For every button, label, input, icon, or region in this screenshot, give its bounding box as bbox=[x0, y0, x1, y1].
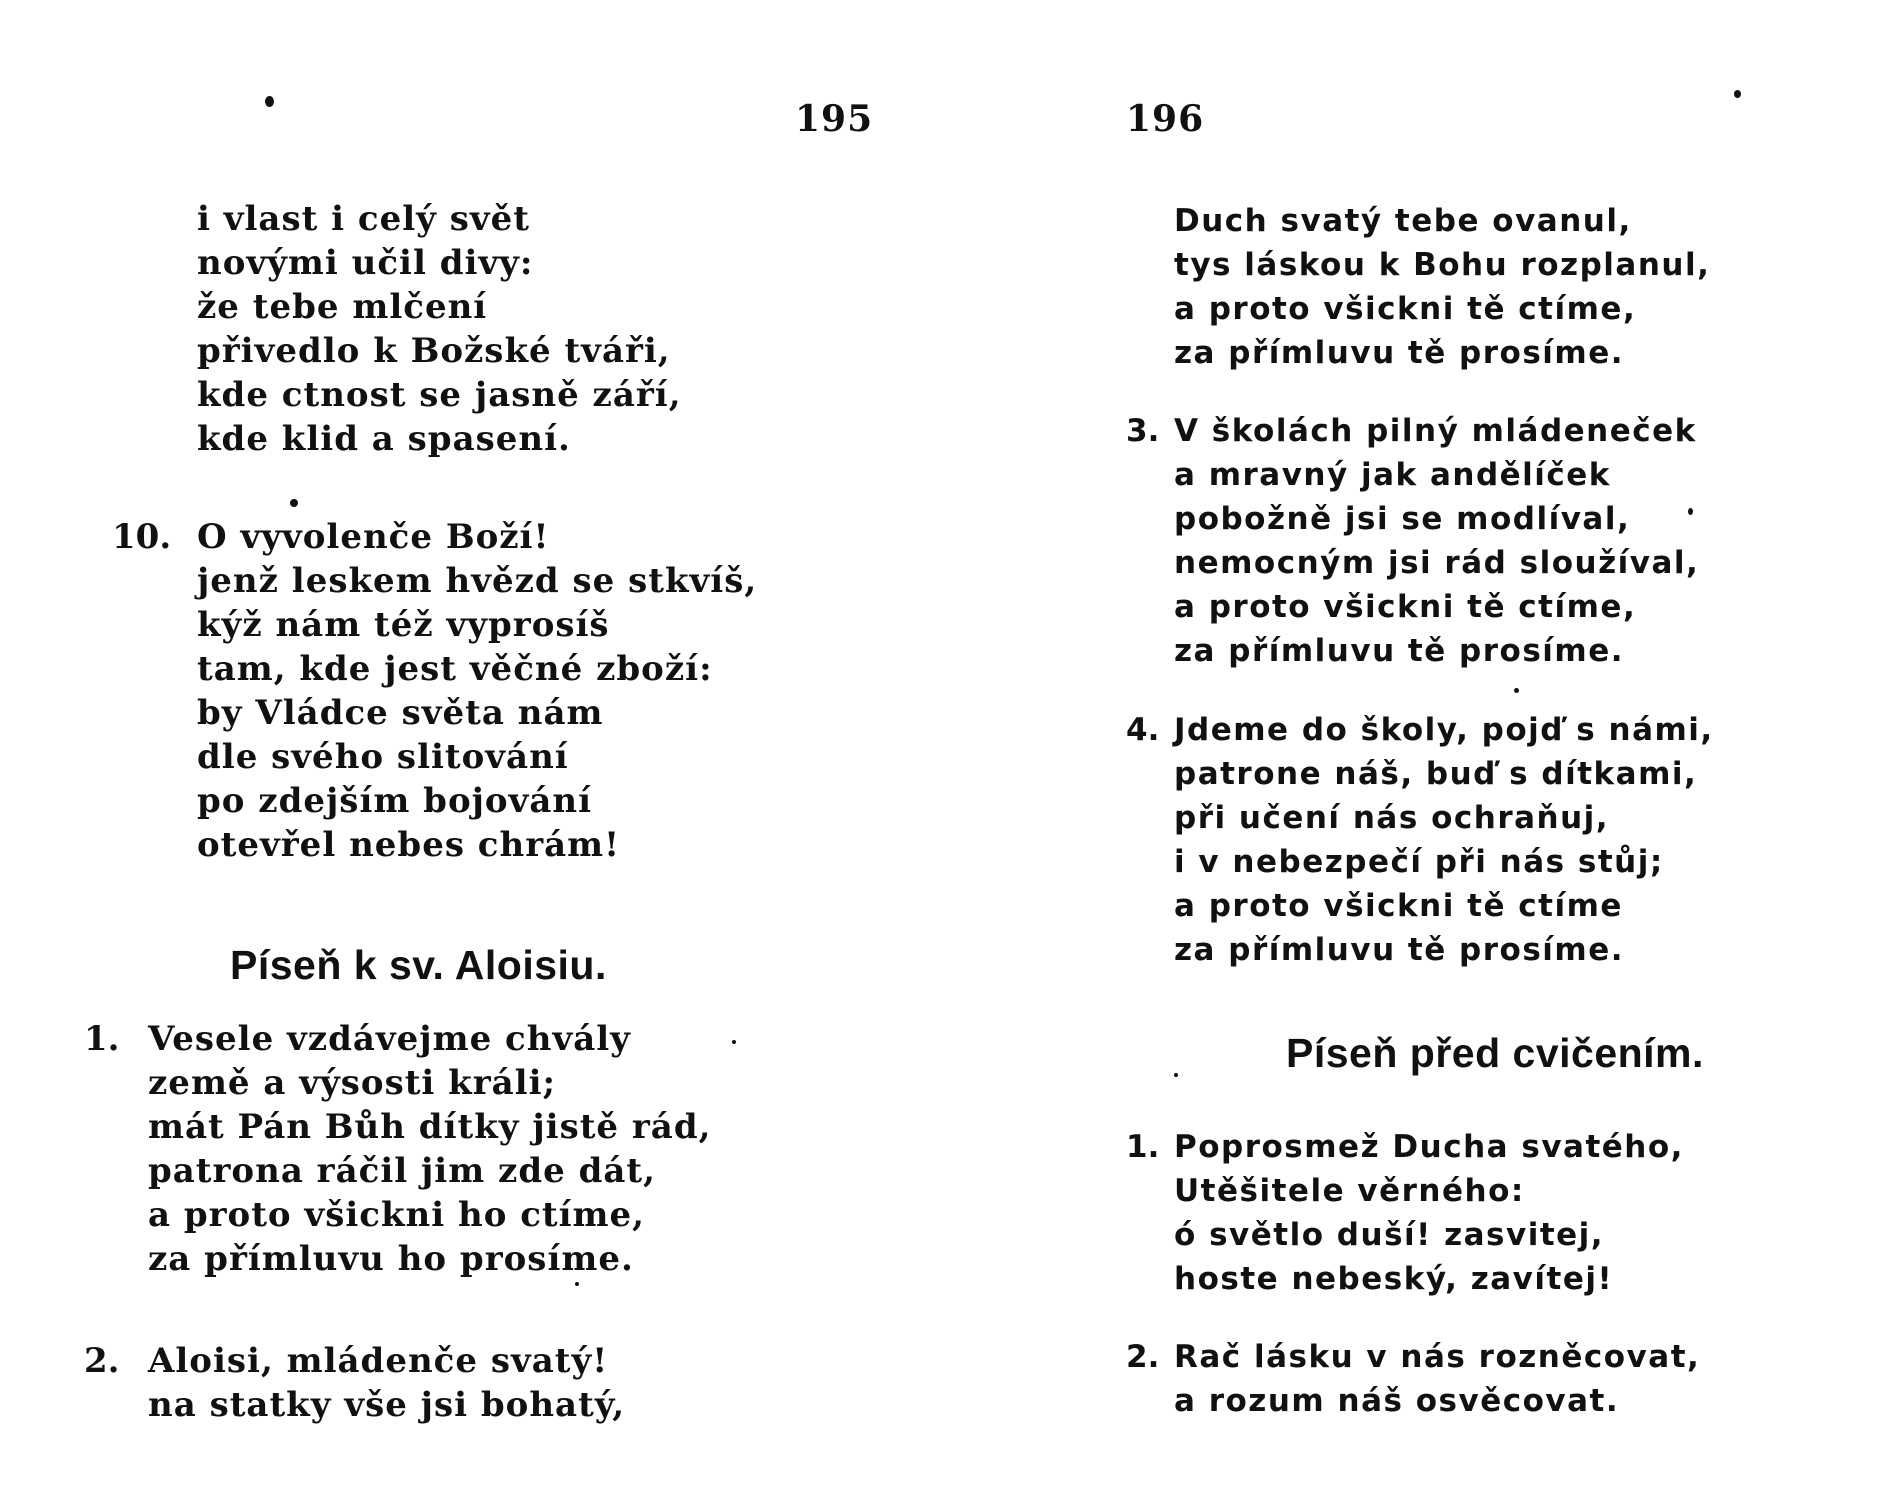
verse-line: Utěšitele věrného: bbox=[1174, 1173, 1525, 1209]
verse-line: Poprosmež Ducha svatého, bbox=[1174, 1129, 1684, 1165]
verse-line: že tebe mlčení bbox=[197, 287, 488, 327]
ink-speck bbox=[732, 1040, 736, 1044]
verse-line: a mravný jak andělíček bbox=[1174, 457, 1611, 493]
song-heading: Píseň k sv. Aloisiu. bbox=[230, 942, 607, 988]
intro-stanza bbox=[1174, 199, 1710, 375]
verse-line: patrone náš, buď s dítkami, bbox=[1174, 756, 1698, 792]
intro-stanza bbox=[197, 197, 682, 461]
verse-line: Jdeme do školy, pojď s námi, bbox=[1174, 712, 1714, 748]
ink-speck bbox=[1734, 90, 1741, 98]
verse-line: a rozum náš osvěcovat. bbox=[1174, 1383, 1620, 1419]
verse-line: Aloisi, mládenče svatý! bbox=[148, 1341, 609, 1381]
verse-line: Rač lásku v nás rozněcovat, bbox=[1174, 1339, 1701, 1375]
verse-line: dle svého slitování bbox=[197, 737, 569, 777]
verse-line: ó světlo duší! zasvitej, bbox=[1174, 1217, 1605, 1253]
verse-line: novými učil divy: bbox=[197, 243, 534, 283]
verse-line: nemocným jsi rád sloužíval, bbox=[1174, 545, 1700, 581]
stanza-2 bbox=[148, 1339, 625, 1427]
verse-line: kde ctnost se jasně září, bbox=[197, 375, 682, 415]
stanza-number: 3. bbox=[1126, 413, 1160, 449]
ink-speck bbox=[1174, 1073, 1178, 1077]
stanza-number: 1. bbox=[84, 1019, 120, 1059]
verse-line: otevřel nebes chrám! bbox=[197, 825, 621, 865]
verse-line: O vyvolenče Boží! bbox=[197, 517, 550, 557]
verse-line: země a výsosti králi; bbox=[148, 1063, 557, 1103]
verse-line: za přímluvu tě prosíme. bbox=[1174, 932, 1625, 968]
verse-line: i v nebezpečí při nás stůj; bbox=[1174, 844, 1664, 880]
verse-line: mát Pán Bůh dítky jistě rád, bbox=[148, 1107, 712, 1147]
verse-line: i vlast i celý svět bbox=[197, 199, 530, 239]
verse-line: jenž leskem hvězd se stkvíš, bbox=[197, 561, 758, 601]
verse-line: za přímluvu tě prosíme. bbox=[1174, 335, 1625, 371]
stanza-4 bbox=[1174, 708, 1714, 972]
verse-line: tys láskou k Bohu rozplanul, bbox=[1174, 247, 1711, 283]
stanza-number: 1. bbox=[1126, 1129, 1160, 1165]
right-page bbox=[946, 0, 1892, 1500]
page-number: 195 bbox=[795, 98, 874, 140]
verse-line: na statky vše jsi bohatý, bbox=[148, 1385, 626, 1425]
ink-speck bbox=[575, 1282, 579, 1286]
song-heading: Píseň před cvičením. bbox=[1286, 1030, 1704, 1076]
stanza-10 bbox=[197, 515, 757, 867]
stanza-number: 10. bbox=[112, 517, 172, 557]
stanza-number: 2. bbox=[84, 1341, 120, 1381]
verse-line: a proto všickni tě ctíme bbox=[1174, 888, 1623, 924]
verse-line: Vesele vzdávejme chvály bbox=[148, 1019, 631, 1059]
verse-line: patrona ráčil jim zde dát, bbox=[148, 1151, 656, 1191]
ink-speck bbox=[1688, 508, 1693, 515]
stanza-b1 bbox=[1174, 1125, 1684, 1301]
verse-line: Duch svatý tebe ovanul, bbox=[1174, 203, 1632, 239]
verse-line: za přímluvu ho prosíme. bbox=[148, 1239, 634, 1279]
verse-line: tam, kde jest věčné zboží: bbox=[197, 649, 713, 689]
verse-line: pobožně jsi se modlíval, bbox=[1174, 501, 1631, 537]
verse-line: kde klid a spasení. bbox=[197, 419, 571, 459]
stanza-b2 bbox=[1174, 1335, 1700, 1423]
verse-line: V školách pilný mládeneček bbox=[1174, 413, 1697, 449]
verse-line: při učení nás ochraňuj, bbox=[1174, 800, 1610, 836]
verse-line: po zdejším bojování bbox=[197, 781, 593, 821]
verse-line: a proto všickni ho ctíme, bbox=[148, 1195, 645, 1235]
verse-line: přivedlo k Božské tváři, bbox=[197, 331, 671, 371]
verse-line: za přímluvu tě prosíme. bbox=[1174, 633, 1625, 669]
ink-speck bbox=[1514, 688, 1519, 693]
page-number: 196 bbox=[1126, 98, 1205, 140]
verse-line: kýž nám též vyprosíš bbox=[197, 605, 610, 645]
stanza-number: 2. bbox=[1126, 1339, 1160, 1375]
ink-speck bbox=[265, 96, 274, 107]
ink-speck bbox=[290, 499, 298, 507]
stanza-1 bbox=[148, 1017, 711, 1281]
verse-line: a proto všickni tě ctíme, bbox=[1174, 589, 1637, 625]
verse-line: by Vládce světa nám bbox=[197, 693, 604, 733]
verse-line: a proto všickni tě ctíme, bbox=[1174, 291, 1637, 327]
stanza-3 bbox=[1174, 409, 1699, 673]
stanza-number: 4. bbox=[1126, 712, 1160, 748]
verse-line: hoste nebeský, zavítej! bbox=[1174, 1261, 1614, 1297]
